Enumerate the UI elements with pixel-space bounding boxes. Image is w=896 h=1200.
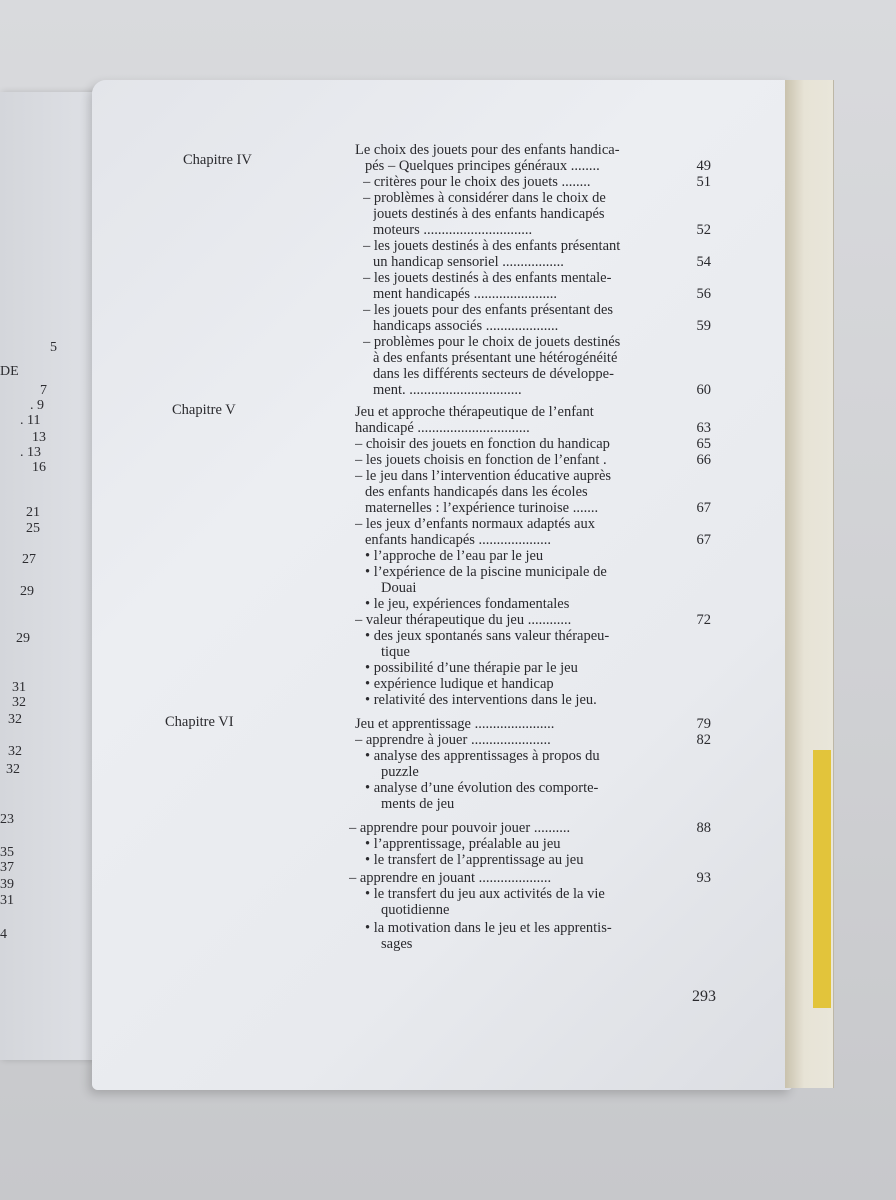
toc-entry-text: Douai (381, 580, 417, 596)
toc-entry (365, 920, 725, 937)
toc-entry (381, 796, 741, 813)
toc-page-number: 52 (696, 222, 711, 238)
toc-entry-text: – les jouets pour des enfants présentant des (363, 302, 614, 318)
left-page-fragment: 35 (0, 845, 14, 860)
left-page-fragment: 32 (12, 695, 26, 710)
toc-entry-text: Jeu et apprentissage ...................... (355, 716, 555, 732)
toc-entry-text: • analyse d’une évolution des comporte- (365, 780, 599, 796)
toc-entry-text: • possibilité d’une thérapie par le jeu (365, 660, 578, 676)
toc-entry-text: – les jouets destinés à des enfants présentant (363, 238, 621, 254)
toc-entry (363, 238, 723, 255)
toc-entry-text: • des jeux spontanés sans valeur thérapeu- (365, 628, 610, 644)
toc-entry-text: – le jeu dans l’intervention éducative auprès (355, 468, 612, 484)
toc-entry (373, 206, 733, 223)
toc-entry (365, 628, 725, 645)
toc-entry (373, 222, 733, 239)
toc-entry-text: • le transfert du jeu aux activités de la vie (365, 886, 605, 902)
left-page-fragment: . 13 (20, 445, 41, 460)
left-page-fragment: 29 (16, 631, 30, 646)
left-page-fragment: 39 (0, 877, 14, 892)
left-page-fragment: 32 (8, 744, 22, 759)
toc-entry (349, 820, 709, 837)
toc-entry-text: ment. ............................... (373, 382, 522, 398)
toc-entry-text: – apprendre à jouer ...................... (355, 732, 551, 748)
book-cover-edge (785, 80, 834, 1088)
toc-entry (363, 334, 723, 351)
left-page-fragment: 31 (0, 893, 14, 908)
toc-entry-text: un handicap sensoriel ................. (373, 254, 564, 270)
toc-entry (355, 516, 715, 533)
toc-page-number: 93 (696, 870, 711, 886)
toc-entry-text: ments de jeu (381, 796, 455, 812)
toc-entry (365, 596, 725, 613)
toc-entry (381, 580, 741, 597)
toc-entry (355, 716, 715, 733)
toc-entry-text: – choisir des jouets en fonction du handicap (355, 436, 610, 452)
toc-entry (381, 644, 741, 661)
page-number: 293 (692, 988, 716, 1005)
left-page-fragment: 4 (0, 927, 7, 942)
toc-entry (373, 350, 733, 367)
toc-entry-text: puzzle (381, 764, 419, 780)
toc-entry-text: • le transfert de l’apprentissage au jeu (365, 852, 584, 868)
toc-entry-text: à des enfants présentant une hétérogénéité (373, 350, 618, 366)
toc-entry-text: moteurs .............................. (373, 222, 533, 238)
chapter-label: Chapitre V (172, 402, 236, 418)
toc-entry (365, 158, 725, 175)
toc-page-number: 82 (696, 732, 711, 748)
toc-entry (365, 836, 725, 853)
toc-page-number: 59 (696, 318, 711, 334)
toc-entry (363, 270, 723, 287)
toc-entry-text: handicaps associés .................... (373, 318, 559, 334)
toc-entry (365, 660, 725, 677)
toc-entry-text: • expérience ludique et handicap (365, 676, 554, 692)
toc-entry-text: des enfants handicapés dans les écoles (365, 484, 588, 500)
toc-entry-text: • l’apprentissage, préalable au jeu (365, 836, 561, 852)
left-page-fragment: 27 (22, 552, 36, 567)
toc-entry-text: • la motivation dans le jeu et les apprentis- (365, 920, 612, 936)
toc-entry (355, 612, 715, 629)
left-page-fragment: 25 (26, 521, 40, 536)
toc-entry (365, 748, 725, 765)
toc-entry-text: – les jouets destinés à des enfants mentale- (363, 270, 612, 286)
left-page-fragment: 32 (6, 762, 20, 777)
toc-entry (381, 902, 741, 919)
toc-entry (355, 468, 715, 485)
toc-entry-text: dans les différents secteurs de développe- (373, 366, 614, 382)
left-page-fragment: 23 (0, 812, 14, 827)
toc-entry (381, 936, 741, 953)
left-page-fragment: DE (0, 364, 19, 379)
toc-entry (381, 764, 741, 781)
toc-entry-text: Jeu et approche thérapeutique de l’enfant (355, 404, 594, 420)
toc-entry-text: – apprendre pour pouvoir jouer .......... (349, 820, 571, 836)
toc-page-number: 51 (696, 174, 711, 190)
toc-entry-text: jouets destinés à des enfants handicapés (373, 206, 605, 222)
toc-page-number: 54 (696, 254, 711, 270)
toc-entry (365, 532, 725, 549)
left-page-fragment: . 9 (30, 398, 44, 413)
toc-entry-text: pés – Quelques principes généraux ........ (365, 158, 600, 174)
toc-page-number: 67 (696, 532, 711, 548)
left-page-fragment: 16 (32, 460, 46, 475)
toc-entry (365, 886, 725, 903)
toc-entry-text: – problèmes pour le choix de jouets destinés (363, 334, 621, 350)
left-page-fragment: 29 (20, 584, 34, 599)
left-page-fragment: 32 (8, 712, 22, 727)
toc-entry (355, 420, 715, 437)
toc-entry (365, 564, 725, 581)
toc-entry (363, 174, 723, 191)
toc-entry (349, 870, 709, 887)
toc-entry (373, 254, 733, 271)
toc-entry (365, 780, 725, 797)
toc-entry-text: enfants handicapés .................... (365, 532, 552, 548)
toc-entry-text: – valeur thérapeutique du jeu ............ (355, 612, 572, 628)
toc-entry (363, 190, 723, 207)
toc-page-number: 66 (696, 452, 711, 468)
left-page-fragment: 5 (50, 340, 57, 355)
toc-entry (355, 142, 715, 159)
toc-page-number: 63 (696, 420, 711, 436)
toc-entry (355, 732, 715, 749)
toc-entry (363, 302, 723, 319)
toc-entry (373, 286, 733, 303)
toc-entry-text: ment handicapés ....................... (373, 286, 558, 302)
toc-entry (365, 484, 725, 501)
toc-entry-text: – apprendre en jouant .................... (349, 870, 552, 886)
toc-entry-text: handicapé ............................... (355, 420, 530, 436)
toc-entry (365, 548, 725, 565)
left-page-fragment: . 11 (20, 413, 41, 428)
left-page-fragment: 13 (32, 430, 46, 445)
toc-entry (365, 676, 725, 693)
toc-page-number: 65 (696, 436, 711, 452)
toc-entry (373, 318, 733, 335)
toc-entry (355, 436, 715, 453)
toc-page-number: 79 (696, 716, 711, 732)
toc-entry-text: – problèmes à considérer dans le choix de (363, 190, 606, 206)
left-page-fragment: 37 (0, 860, 14, 875)
toc-entry-text: • relativité des interventions dans le jeu. (365, 692, 597, 708)
toc-entry-text: – les jeux d’enfants normaux adaptés aux (355, 516, 595, 532)
toc-page-number: 60 (696, 382, 711, 398)
chapter-label: Chapitre IV (183, 152, 252, 168)
toc-entry-text: – critères pour le choix des jouets ........ (363, 174, 591, 190)
toc-entry (373, 382, 733, 399)
yellow-ribbon (813, 750, 831, 1008)
toc-page-number: 49 (696, 158, 711, 174)
left-page-fragment: 21 (26, 505, 40, 520)
toc-entry-text: quotidienne (381, 902, 450, 918)
toc-page-number: 72 (696, 612, 711, 628)
toc-entry-text: tique (381, 644, 410, 660)
toc-entry-text: • analyse des apprentissages à propos du (365, 748, 600, 764)
toc-entry-text: • le jeu, expériences fondamentales (365, 596, 570, 612)
toc-entry-text: – les jouets choisis en fonction de l’enfant . (355, 452, 607, 468)
toc-entry (365, 692, 725, 709)
toc-entry (355, 452, 715, 469)
toc-page-number: 88 (696, 820, 711, 836)
toc-entry (365, 852, 725, 869)
toc-entry (373, 366, 733, 383)
toc-entry-text: • l’expérience de la piscine municipale de (365, 564, 607, 580)
left-page-fragment: 31 (12, 680, 26, 695)
left-page-fragment: 7 (40, 383, 47, 398)
toc-page-number: 67 (696, 500, 711, 516)
toc-page-number: 56 (696, 286, 711, 302)
chapter-label: Chapitre VI (165, 714, 234, 730)
toc-entry-text: maternelles : l’expérience turinoise ....... (365, 500, 599, 516)
toc-entry-text: sages (381, 936, 413, 952)
toc-entry-text: Le choix des jouets pour des enfants handica- (355, 142, 620, 158)
toc-entry (365, 500, 725, 517)
toc-entry (355, 404, 715, 421)
toc-entry-text: • l’approche de l’eau par le jeu (365, 548, 544, 564)
